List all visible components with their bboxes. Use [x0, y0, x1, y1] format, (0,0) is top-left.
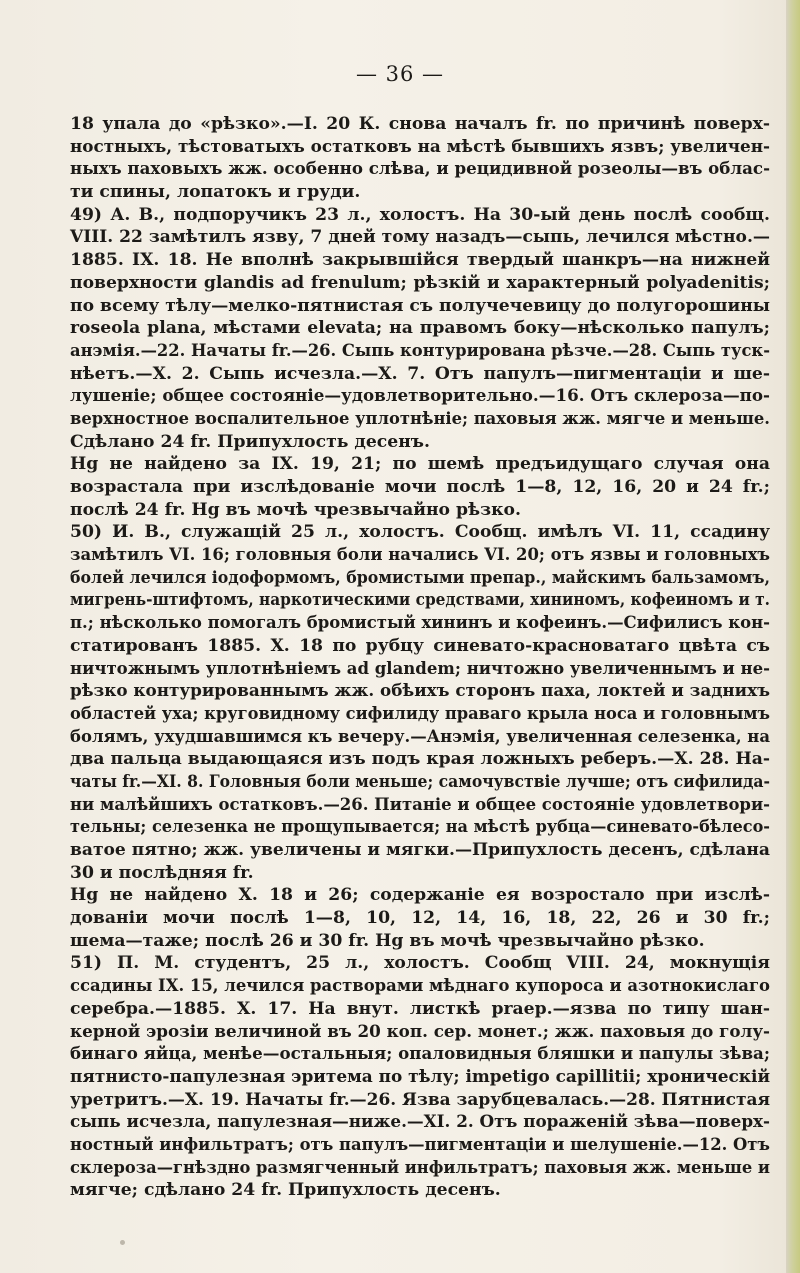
text-line: мигрень-штифтомъ, наркотическими средствами, хининомъ, кофеиномъ и т.: [70, 590, 770, 611]
text-line: склероза—гнѣздно размягченный инфильтратъ; паховыя жж. меньше и: [70, 1157, 770, 1178]
text-line: Hg не найдено за IX. 19, 21; по шемѣ предъидущаго случая она: [70, 454, 770, 475]
text-line: областей уха; круговидному сифилиду праваго крыла носа и головнымъ: [70, 703, 770, 724]
text-line: два пальца выдающаяся изъ подъ края ложныхъ реберъ.—X. 28. На-: [70, 749, 770, 770]
text-line: Hg не найдено X. 18 и 26; содержаніе ея возростало при изслѣ-: [70, 885, 770, 906]
text-line: ватое пятно; жж. увеличены и мягки.—Припухлость десенъ, сдѣлана: [70, 840, 770, 860]
text-line: замѣтилъ VI. 16; головныя боли начались VI. 20; отъ язвы и головныхъ: [70, 545, 770, 566]
text-line: тельны; селезенка не прощупывается; на мѣстѣ рубца—синевато-бѣлесо-: [70, 817, 770, 838]
text-line: roseola plana, мѣстами elevata; на правомъ боку—нѣсколько папулъ;: [70, 318, 770, 339]
text-line: ностныхъ, тѣстоватыхъ остатковъ на мѣстѣ бывшихъ язвъ; увеличен-: [70, 136, 770, 157]
page-number: — 36 —: [355, 62, 445, 86]
text-line: керной эрозіи величиной въ 20 коп. сер. монет.; жж. паховыя до голу-: [70, 1021, 770, 1042]
text-line: 30 и послѣдняя fr.: [70, 862, 254, 883]
text-line: уретритъ.—X. 19. Начаты fr.—26. Язва зарубцевалась.—28. Пятнистая: [70, 1089, 770, 1110]
text-line: лушеніе; общее состояніе—удовлетворительно.—16. Отъ склероза—по-: [70, 386, 770, 407]
text-line: шема—таже; послѣ 26 и 30 fr. Hg въ мочѣ чрезвычайно рѣзко.: [70, 930, 705, 951]
text-line: послѣ 24 fr. Hg въ мочѣ чрезвычайно рѣзко.: [70, 499, 521, 520]
text-line: ссадины IX. 15, лечился растворами мѣднаго купороса и азотнокислаго: [70, 976, 770, 997]
text-line: верхностное воспалительное уплотнѣніе; паховыя жж. мягче и меньше.: [70, 408, 770, 429]
text-line: 18 упала до «рѣзко».—I. 20 К. снова началъ fr. по причинѣ поверх-: [70, 114, 770, 134]
text-line: болей лечился іодоформомъ, бромистыми препар., майскимъ бальзамомъ,: [70, 567, 770, 588]
text-line: ничтожнымъ уплотнѣніемъ ad glandem; ничтожно увеличеннымъ и не-: [70, 658, 770, 679]
text-line: VIII. 22 замѣтилъ язву, 7 дней тому назадъ—сыпь, лечился мѣстно.—: [70, 227, 770, 248]
text-line: статированъ 1885. X. 18 по рубцу синевато-красноватаго цвѣта съ: [70, 635, 770, 656]
text-line: рѣзко контурированнымъ жж. обѣихъ сторонъ паха, локтей и заднихъ: [70, 681, 770, 702]
text-line: сыпь исчезла, папулезная—ниже.—XI. 2. Отъ пораженій зѣва—поверх-: [70, 1112, 770, 1133]
paper-speck: [120, 1240, 125, 1245]
text-line: ныхъ паховыхъ жж. особенно слѣва, и рецидивной розеолы—въ облас-: [70, 159, 770, 180]
text-line: мягче; сдѣлано 24 fr. Припухлость десенъ.: [70, 1180, 501, 1201]
text-line: 1885. IX. 18. Не вполнѣ закрывшійся твердый шанкръ—на нижней: [70, 250, 770, 271]
text-line: 51) П. М. студентъ, 25 л., холостъ. Сообщ VIII. 24, мокнущія: [70, 953, 770, 974]
text-line: ностный инфильтратъ; отъ папулъ—пигментаціи и шелушеніе.—12. Отъ: [70, 1134, 770, 1155]
text-line: чаты fr.—XI. 8. Головныя боли меньше; самочувствіе лучше; отъ сифилида-: [70, 771, 770, 792]
text-line: нѣетъ.—X. 2. Сыпь исчезла.—X. 7. Отъ папулъ—пигментаціи и ше-: [70, 363, 770, 384]
text-line: п.; нѣсколько помогалъ бромистый хининъ и кофеинъ.—Сифилисъ кон-: [70, 613, 770, 634]
text-line: пятнисто-папулезная эритема по тѣлу; impetigo capillitii; хроническій: [70, 1066, 770, 1087]
text-line: по всему тѣлу—мелко-пятнистая съ получечевицу до полугорошины: [70, 295, 770, 316]
text-line: ти спины, лопатокъ и груди.: [70, 182, 361, 203]
text-line: дованіи мочи послѣ 1—8, 10, 12, 14, 16, 18, 22, 26 и 30 fr.;: [70, 908, 770, 929]
body-text: [70, 113, 790, 1202]
text-line: серебра.—1885. X. 17. На внут. листкѣ praep.—язва по типу шан-: [70, 998, 770, 1019]
text-line: поверхности glandis ad frenulum; рѣзкій и характерный polyadenitis;: [70, 272, 770, 293]
text-line: болямъ, ухудшавшимся къ вечеру.—Анэмія, увеличенная селезенка, на: [70, 726, 770, 747]
text-line: ни малѣйшихъ остатковъ.—26. Питаніе и общее состояніе удовлетвори-: [70, 794, 770, 815]
text-line: возрастала при изслѣдованіе мочи послѣ 1—8, 12, 16, 20 и 24 fr.;: [70, 477, 770, 497]
text-line: 50) И. В., служащій 25 л., холостъ. Сообщ. имѣлъ VI. 11, ссадину: [70, 522, 770, 543]
text-line: бинаго яйца, менѣе—остальныя; опаловидныя бляшки и папулы зѣва;: [70, 1044, 770, 1065]
text-line: анэмія.—22. Начаты fr.—26. Сыпь контурирована рѣзче.—28. Сыпь туск-: [70, 340, 770, 361]
text-line: 49) А. В., подпоручикъ 23 л., холостъ. На 30-ый день послѣ сообщ.: [70, 204, 770, 225]
text-line: Сдѣлано 24 fr. Припухлость десенъ.: [70, 431, 430, 452]
